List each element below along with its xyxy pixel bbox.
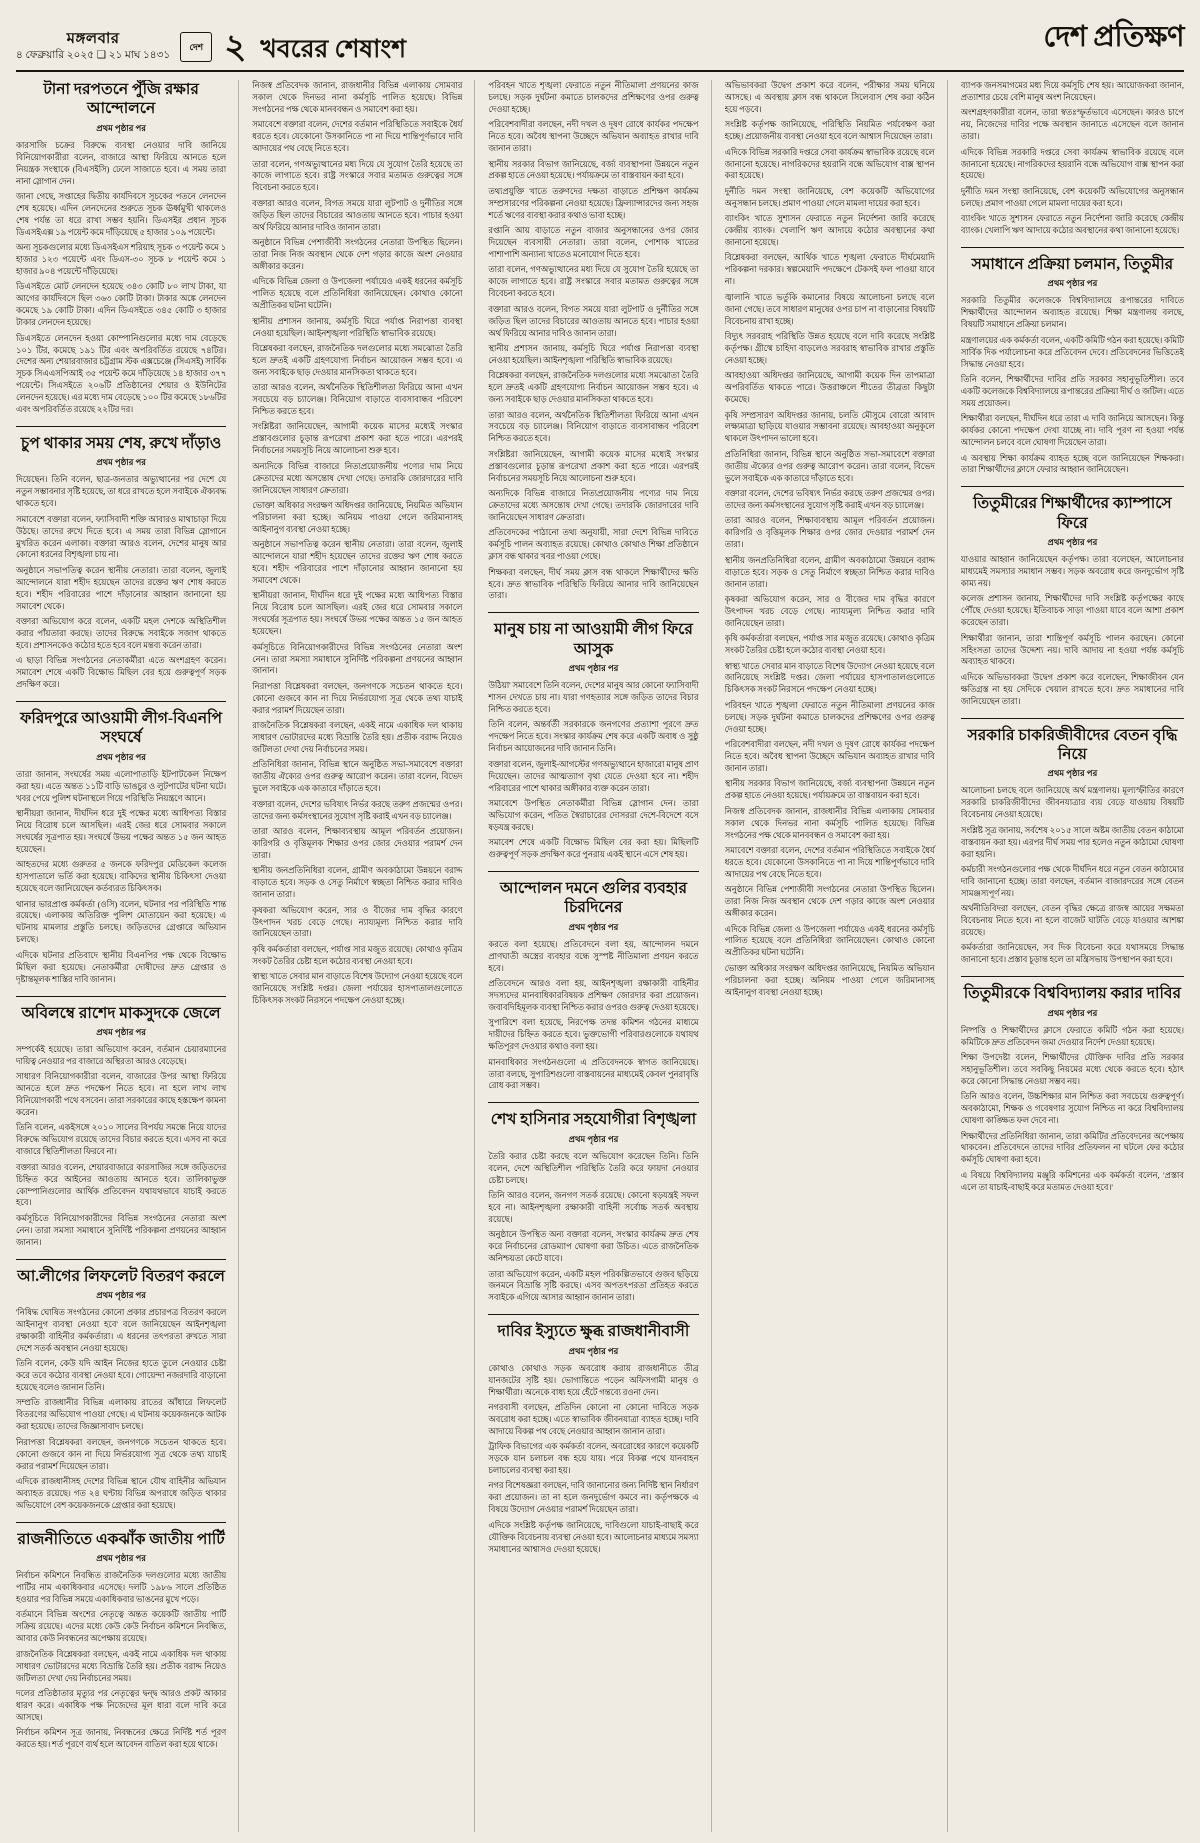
article-paragraph: উঠিয়া' সমাবেশে তিনি বলেন, দেশের মানুষ আর কোনো ফ্যাসিবাদী শাসন দেখতে চায় না। যারা গণহত্যার সঙ্গে জড়িত তাদের বিচার নিশ্চিত করতে হবে। bbox=[488, 681, 699, 714]
article-paragraph: এ ছাড়া বিভিন্ন সংগঠনের নেতাকর্মীরা এতে অংশগ্রহণ করেন। সমাবেশ শেষে একটি বিক্ষোভ মিছিল বের হয়ে গুরুত্বপূর্ণ সড়ক প্রদক্ষিণ করে। bbox=[16, 656, 227, 690]
article-paragraph: বক্তারা আরও বলেন, শেয়ারবাজারে কারসাজির সঙ্গে জড়িতদের চিহ্নিত করে আইনের আওতায় আনতে হবে। তালিকাভুক্ত কোম্পানিগুলোর আর্থিক প্রতিবেদন যথাযথভাবে যাচাই করতে হবে। bbox=[16, 1162, 227, 1208]
article-paragraph: অনুষ্ঠানে বিভিন্ন পেশাজীবী সংগঠনের নেতারা উপস্থিত ছিলেন। তারা নিজ নিজ অবস্থান থেকে দেশ গড়ার কাজে অংশ নেওয়ার অঙ্গীকার করেন। bbox=[724, 885, 935, 919]
article-paragraph: বিদ্যুৎ সরবরাহ পরিস্থিতি উন্নত হয়েছে বলে দাবি করেছে সংশ্লিষ্ট কর্তৃপক্ষ। গ্রীষ্মে চাহিদা বাড়লেও সরবরাহ স্বাভাবিক রাখার প্রস্তুতি নেওয়া হচ্ছে। bbox=[724, 332, 935, 365]
article-paragraph: তিনি বলেন, একইসঙ্গে ২০১০ সালের বিপর্যয় সমন্ধে নিয়ে যাদের বিরুদ্ধে অভিযোগ রয়েছে তাদের বিচার করতে হবে। এসব না করে বাজারে স্থিতিশীলতা ফিরবে না। bbox=[16, 1123, 227, 1157]
article-paragraph: এ অবস্থায় শিক্ষা কার্যক্রম ব্যাহত হচ্ছে বলে জানিয়েছেন শিক্ষকরা। তারা শিক্ষার্থীদের ক্লাসে ফেরার আহ্বান জানিয়েছেন। bbox=[960, 453, 1184, 475]
article-paragraph: স্বাস্থ্য খাতে সেবার মান বাড়াতে বিশেষ উদ্যোগ নেওয়া হয়েছে বলে জানিয়েছে সংশ্লিষ্ট দপ্তর। জেলা পর্যায়ের হাসপাতালগুলোতে চিকিৎসক সংকট নিরসনে পদক্ষেপ নেওয়া হচ্ছে। bbox=[724, 661, 935, 695]
masthead-day: মঙ্গলবার bbox=[66, 31, 120, 48]
article-paragraph: মানবাধিকার সংগঠনগুলো এ প্রতিবেদনকে স্বাগত জানিয়েছে। তারা বলছে, সুপারিশগুলো বাস্তবায়নের মাধ্যমেই কেবল পুনরাবৃত্তি রোধ করা সম্ভব। bbox=[488, 1057, 699, 1091]
article-paragraph: কর্মচারী সংগঠনগুলোর পক্ষ থেকে দীর্ঘদিন ধরে নতুন বেতন কাঠামোর দাবি জানানো হচ্ছে। তারা বলছেন, বর্তমান বাজারদরের সঙ্গে বেতন সামঞ্জস্যপূর্ণ নয়। bbox=[960, 864, 1184, 898]
byline: প্রথম পৃষ্ঠার পর bbox=[1047, 1007, 1098, 1018]
article-paragraph: প্রতিবেদনে আরও বলা হয়, আইনশৃঙ্খলা রক্ষাকারী বাহিনীর সদস্যদের মানবাধিকারবিষয়ক প্রশিক্ষণ জোরদার করা প্রয়োজন। জবাবদিহিমূলক ব্যবস্থা নিশ্চিত করার ওপরও গুরুত্ব দেওয়া হয়েছে। bbox=[488, 979, 699, 1012]
article-paragraph: স্থানীয় সরকার বিভাগ জানিয়েছে, বর্জ্য ব্যবস্থাপনা উন্নয়নে নতুন প্রকল্প হাতে নেওয়া হয়েছে। পর্যায়ক্রমে তা বাস্তবায়ন করা হবে। bbox=[724, 779, 935, 801]
article-paragraph: ট্রাফিক বিভাগের এক কর্মকর্তা বলেন, অবরোধের কারণে কয়েকটি সড়কে যান চলাচল বন্ধ হয়ে যায়। পরে বিকল্প পথে যানবাহন চলাচলের ব্যবস্থা করা হয়। bbox=[488, 1442, 699, 1476]
byline: প্রথম পৃষ্ঠার পর bbox=[1047, 768, 1098, 779]
article-paragraph: সরকারি তিতুমীর কলেজকে বিশ্ববিদ্যালয়ে রূপান্তরের দাবিতে শিক্ষার্থীদের আন্দোলন অব্যাহত রয়েছে। শিক্ষা মন্ত্রণালয় বলছে, বিষয়টি সমাধানে প্রক্রিয়া চলমান। bbox=[960, 296, 1184, 330]
article-paragraph: স্থানীয় জনপ্রতিনিধিরা বলেন, গ্রামীণ অবকাঠামো উন্নয়নে বরাদ্দ বাড়াতে হবে। সড়ক ও সেতু নির্মাণে স্বচ্ছতা নিশ্চিত করার দাবিও জানান তারা। bbox=[724, 555, 935, 589]
headline: সরকারি চাকরিজীবীদের বেতন বৃদ্ধি নিয়ে bbox=[961, 718, 1184, 765]
byline: প্রথম পৃষ্ঠার পর bbox=[96, 1553, 146, 1564]
headline: আন্দোলন দমনে গুলির ব্যবহার চিরদিনের bbox=[488, 871, 698, 918]
article-paragraph: অন্যদিকে বিভিন্ন বাজারে নিত্যপ্রয়োজনীয় পণ্যের দাম নিয়ে ক্রেতাদের মধ্যে অসন্তোষ দেখা গেছে। তদারকি জোরদারের দাবি জানিয়েছেন সাধারণ ক্রেতারা। bbox=[488, 489, 699, 522]
article-paragraph: নিরাপত্তা বিশ্লেষকরা বলছেন, জনগণকে সচেতন থাকতে হবে। কোনো গুজবে কান না দিয়ে নির্ভরযোগ্য সূত্র থেকে তথ্য যাচাই করার পরামর্শ দিয়েছেন তারা। bbox=[252, 681, 463, 715]
article-paragraph: এদিকে ঘটনার প্রতিবাদে স্থানীয় বিএনপির পক্ষ থেকে বিক্ষোভ মিছিল করা হয়েছে। নেতাকর্মীরা দোষীদের দ্রুত গ্রেপ্তার ও দৃষ্টান্তমূলক শাস্তির দাবি জানান। bbox=[16, 950, 227, 984]
article-paragraph: কোথাও কোথাও সড়ক অবরোধ করায় রাজধানীতে তীব্র যানজটের সৃষ্টি হয়। ভোগান্তিতে পড়েন অফিসগামী মানুষ ও শিক্ষার্থীরা। অনেকে বাধ্য হয়ে হেঁটে গন্তব্যে রওনা দেন। bbox=[488, 1363, 699, 1397]
article-paragraph: এদিকে অভিভাবকরা উদ্বেগ প্রকাশ করে বলেছেন, শিক্ষাজীবন যেন ক্ষতিগ্রস্ত না হয় সেদিকে খেয়াল রাখতে হবে। দ্রুত সমাধানের দাবি জানিয়েছেন তারা। bbox=[960, 672, 1184, 706]
article-paragraph: এদিকে সংশ্লিষ্ট কর্তৃপক্ষ জানিয়েছে, দাবিগুলো যাচাই-বাছাই করে যৌক্তিক বিবেচনায় ব্যবস্থা নেওয়া হবে। আলোচনার মাধ্যমে সমস্যা সমাধানের আশ্বাসও দেওয়া হয়েছে। bbox=[488, 1520, 699, 1554]
column-1 bbox=[16, 80, 239, 1832]
byline: প্রথম পৃষ্ঠার পর bbox=[96, 122, 146, 133]
article-paragraph: বক্তারা বলেন, দেশের ভবিষ্যৎ নির্ভর করছে তরুণ প্রজন্মের ওপর। তাদের জন্য কর্মসংস্থানের সুযোগ সৃষ্টি করাই এখন বড় চ্যালেঞ্জ। bbox=[252, 799, 463, 821]
article-paragraph: নগরবাসী বলছেন, প্রতিদিন কোনো না কোনো দাবিতে সড়ক অবরোধ করা হচ্ছে। এতে স্বাভাবিক জীবনযাত্রা ব্যাহত হচ্ছে। দাবি আদায়ে বিকল্প পথ বেছে নেওয়ার আহ্বান জানান তারা। bbox=[488, 1402, 699, 1436]
article-columns bbox=[16, 80, 1184, 1832]
article-paragraph: শিক্ষার্থীদের প্রতিনিধিরা জানান, তারা কমিটির প্রতিবেদনের অপেক্ষায় থাকবেন। প্রতিবেদনে তাদের দাবির প্রতিফলন না ঘটলে ফের কঠোর কর্মসূচি ঘোষণা করা হবে। bbox=[960, 1131, 1184, 1165]
article-paragraph: সমাবেশ শেষে একটি বিক্ষোভ মিছিল বের করা হয়। মিছিলটি গুরুত্বপূর্ণ সড়ক প্রদক্ষিণ করে পুনরায় একই স্থানে এসে শেষ হয়। bbox=[488, 838, 699, 860]
article-paragraph: বর্তমানে বিভিন্ন অংশের নেতৃত্বে অন্তত কয়েকটি জাতীয় পার্টি সক্রিয় রয়েছে। এদের মধ্যে কেউ কেউ নির্বাচন কমিশনে নিবন্ধিত, আবার কেউ নিবন্ধনের অপেক্ষায় রয়েছে। bbox=[16, 1610, 227, 1644]
article-paragraph: জ্বালানি খাতে ভর্তুকি কমানোর বিষয়ে আলোচনা চলছে বলে জানা গেছে। তবে সাধারণ মানুষের ওপর চাপ না বাড়ানোর বিষয়টি বিবেচনায় রাখা হচ্ছে। bbox=[724, 292, 935, 326]
article-paragraph: তথ্যপ্রযুক্তি খাতে তরুণদের দক্ষতা বাড়াতে প্রশিক্ষণ কার্যক্রম সম্প্রসারণের পরিকল্পনা নেওয়া হয়েছে। ফ্রিল্যান্সারদের জন্য সহজ শর্তে ঋণের ব্যবস্থা করার কথাও ভাবা হচ্ছে। bbox=[488, 186, 699, 220]
article-paragraph: তারা বলেন, গণঅভ্যুত্থানের মধ্য দিয়ে যে সুযোগ তৈরি হয়েছে তা কাজে লাগাতে হবে। রাষ্ট্র সংস্কারে সবার মতামত গুরুত্বের সঙ্গে বিবেচনা করতে হবে। bbox=[252, 159, 463, 193]
headline: দাবির ইস্যুতে ক্ষুব্ধ রাজধানীবাসী bbox=[488, 1314, 698, 1341]
headline: শেখ হাসিনার সহযোগীরা বিশৃঙ্খলা bbox=[488, 1102, 698, 1129]
headline: মানুষ চায় না আওয়ামী লীগ ফিরে আসুক bbox=[488, 612, 698, 659]
article-paragraph: 'নিষিদ্ধ ঘোষিত সংগঠনের কোনো প্রকার প্রচারপত্র বিতরণ করলে আইনানুগ ব্যবস্থা নেওয়া হবে' বলে জানিয়েছেন আইনশৃঙ্খলা রক্ষাকারী বাহিনীর কর্মকর্তারা। এ ধরনের তৎপরতা রুখতে সারা দেশে সতর্ক অবস্থান নেওয়া হয়েছে। bbox=[16, 1308, 227, 1353]
article-paragraph: বিশ্লেষকরা বলছেন, রাজনৈতিক দলগুলোর মধ্যে সমঝোতা তৈরি হলে দ্রুতই একটি গ্রহণযোগ্য নির্বাচন আয়োজন সম্ভব হবে। এ জন্য সবাইকে ছাড় দেওয়ার মানসিকতা থাকতে হবে। bbox=[252, 343, 463, 377]
masthead-logo-badge: দেশ bbox=[180, 32, 212, 62]
article-paragraph: সমাবেশে বক্তারা বলেন, দেশের বর্তমান পরিস্থিতিতে সবাইকে ধৈর্য ধরতে হবে। যেকোনো উসকানিতে পা না দিয়ে শান্তিপূর্ণভাবে দাবি আদায়ের পথ বেছে নিতে হবে। bbox=[724, 845, 935, 879]
article-paragraph: আলোচনা চলছে বলে জানিয়েছে অর্থ মন্ত্রণালয়। মূল্যস্ফীতির কারণে সরকারি চাকরিজীবীদের জীবনযাত্রার ব্যয় বেড়ে যাওয়ায় বিষয়টি বিবেচনায় নেওয়া হয়েছে। bbox=[960, 786, 1184, 820]
article-paragraph: ডিএসইতে মোট লেনদেন হয়েছে ৩৪৩ কোটি ৮০ লাখ টাকা, যা আগের কার্যদিবসে ছিল ৩৬৩ কোটি টাকা। টাকার অঙ্কে লেনদেন কমেছে ১৯ কোটি টাকা। এদিন ডিএসইতে ৩৪৫ কোটি ৩ হাজার টাকার লেনদেন হয়েছে। bbox=[16, 282, 227, 328]
article-paragraph: কারসাজি চক্রের বিরুদ্ধে ব্যবস্থা নেওয়ার দাবি জানিয়ে বিনিয়োগকারীরা বলেন, বাজারে আস্থা ফিরিয়ে আনতে হলে নিয়ন্ত্রক সংস্থাকে (বিএসইসি) ঢেলে সাজাতে হবে। এ সময় তারা নানা স্লোগান দেন। bbox=[16, 140, 227, 186]
article-paragraph: স্থানীয় জনপ্রতিনিধিরা বলেন, গ্রামীণ অবকাঠামো উন্নয়নে বরাদ্দ বাড়াতে হবে। সড়ক ও সেতু নির্মাণে স্বচ্ছতা নিশ্চিত করার দাবিও জানান তারা। bbox=[252, 866, 463, 900]
column-4 bbox=[725, 80, 948, 1832]
article-paragraph: কর্মকর্তারা জানিয়েছেন, সব দিক বিবেচনা করে যথাসময়ে সিদ্ধান্ত জানানো হবে। প্রস্তাব চূড়ান্ত হলে তা মন্ত্রিসভায় উপস্থাপন করা হবে। bbox=[960, 943, 1184, 965]
byline: প্রথম পৃষ্ঠার পর bbox=[568, 663, 619, 674]
article-paragraph: প্রতিনিধিরা জানান, বিভিন্ন স্থানে অনুষ্ঠিত সভা-সমাবেশে বক্তারা জাতীয় ঐক্যের ওপর গুরুত্ব আরোপ করেন। তারা বলেন, বিভেদ ভুলে সবাইকে এক কাতারে দাঁড়াতে হবে। bbox=[724, 449, 935, 483]
article-paragraph: এদিকে রাজধানীসহ দেশের বিভিন্ন স্থানে যৌথ বাহিনীর অভিযান অব্যাহত রয়েছে। গত ২৪ ঘণ্টায় বিভিন্ন অপরাধে জড়িত থাকার অভিযোগে বেশ কয়েকজনকে গ্রেপ্তার করা হয়েছে। bbox=[16, 1476, 227, 1510]
article-paragraph: সমাবেশে উপস্থিত নেতাকর্মীরা বিভিন্ন স্লোগান দেন। তারা অভিযোগ করেন, পতিত স্বৈরাচারের দোসররা দেশে-বিদেশে বসে ষড়যন্ত্র করছে। bbox=[488, 798, 699, 832]
article-paragraph: পরিবেশবাদীরা বলছেন, নদী দখল ও দূষণ রোধে কার্যকর পদক্ষেপ নিতে হবে। অবৈধ স্থাপনা উচ্ছেদে অভিযান অব্যাহত রাখার দাবি জানান তারা। bbox=[488, 120, 699, 154]
headline: চুপ থাকার সময় শেষ, রুখে দাঁড়াও bbox=[16, 426, 226, 453]
article-paragraph: তারা আরও বলেন, অর্থনৈতিক স্থিতিশীলতা ফিরিয়ে আনা এখন সবচেয়ে বড় চ্যালেঞ্জ। বিনিয়োগ বাড়াতে ব্যবসাবান্ধব পরিবেশ নিশ্চিত করতে হবে। bbox=[252, 383, 463, 417]
article-paragraph: এ বিষয়ে বিশ্ববিদ্যালয় মঞ্জুরি কমিশনের এক কর্মকর্তা বলেন, 'প্রস্তাব এলে তা যাচাই-বাছাই করে মতামত দেওয়া হবে।' bbox=[960, 1170, 1184, 1192]
article-paragraph: প্রতিবেদকের পাঠানো তথ্য অনুযায়ী, সারা দেশে বিভিন্ন দাবিতে কর্মসূচি পালন অব্যাহত রয়েছে। কোথাও কোথাও শিক্ষা প্রতিষ্ঠানে ক্লাস বন্ধ থাকার খবর পাওয়া গেছে। bbox=[488, 528, 699, 562]
masthead-date: ৪ ফেব্রুয়ারি ২০২৫ ❑ ২১ মাঘ ১৪৩১ bbox=[16, 49, 171, 61]
headline: তিতুমীরকে বিশ্ববিদ্যালয় করার দাবির bbox=[961, 976, 1184, 1003]
article-paragraph: তারা বলেন, গণঅভ্যুত্থানের মধ্য দিয়ে যে সুযোগ তৈরি হয়েছে তা কাজে লাগাতে হবে। রাষ্ট্র সংস্কারে সবার মতামত গুরুত্বের সঙ্গে বিবেচনা করতে হবে। bbox=[488, 265, 699, 299]
headline: ফরিদপুরে আওয়ামী লীগ-বিএনপি সংঘর্ষে bbox=[16, 701, 226, 748]
masthead-left bbox=[16, 29, 406, 67]
article-paragraph: দুর্নীতি দমন সংস্থা জানিয়েছে, বেশ কয়েকটি অভিযোগের অনুসন্ধান চলছে। প্রমাণ পাওয়া গেলে মামলা দায়ের করা হবে। bbox=[960, 186, 1184, 208]
article-paragraph: স্থানীয় সরকার বিভাগ জানিয়েছে, বর্জ্য ব্যবস্থাপনা উন্নয়নে নতুন প্রকল্প হাতে নেওয়া হয়েছে। পর্যায়ক্রমে তা বাস্তবায়ন করা হবে। bbox=[488, 159, 699, 181]
byline: প্রথম পৃষ্ঠার পর bbox=[96, 1026, 146, 1037]
article-paragraph: নির্বাচন কমিশন সূত্র জানায়, নিবন্ধনের ক্ষেত্রে নির্দিষ্ট শর্ত পূরণ করতে হয়। শর্ত পূরণে ব্যর্থ হলে আবেদন বাতিল করা হয়ে থাকে। bbox=[16, 1728, 227, 1750]
column-2 bbox=[252, 80, 475, 1832]
headline: আ.লীগের লিফলেট বিতরণ করলে bbox=[16, 1259, 226, 1286]
article-paragraph: অন্যদিকে বিভিন্ন বাজারে নিত্যপ্রয়োজনীয় পণ্যের দাম নিয়ে ক্রেতাদের মধ্যে অসন্তোষ দেখা গেছে। তদারকি জোরদারের দাবি জানিয়েছেন সাধারণ ক্রেতারা। bbox=[252, 461, 463, 495]
article-paragraph: এদিকে বিভিন্ন সরকারি দপ্তরে সেবা কার্যক্রম স্বাভাবিক রয়েছে বলে জানানো হয়েছে। নাগরিকদের হয়রানি বন্ধে অভিযোগ বাক্স স্থাপন করা হয়েছে। bbox=[960, 147, 1184, 181]
article-paragraph: নিজস্ব প্রতিবেদক জানান, রাজধানীর বিভিন্ন এলাকায় সোমবার সকাল থেকে দিনভর নানা কর্মসূচি পালিত হয়েছে। বিভিন্ন সংগঠনের পক্ষ থেকে মানববন্ধন ও সমাবেশ করা হয়। bbox=[724, 806, 935, 840]
section-title: খবরের শেষাংশ bbox=[260, 36, 406, 63]
masthead bbox=[16, 14, 1184, 72]
article-paragraph: সমাবেশে বক্তারা বলেন, দেশের বর্তমান পরিস্থিতিতে সবাইকে ধৈর্য ধরতে হবে। যেকোনো উসকানিতে পা না দিয়ে শান্তিপূর্ণভাবে দাবি আদায়ের পথ বেছে নিতে হবে। bbox=[252, 120, 463, 154]
article-paragraph: দুর্নীতি দমন সংস্থা জানিয়েছে, বেশ কয়েকটি অভিযোগের অনুসন্ধান চলছে। প্রমাণ পাওয়া গেলে মামলা দায়ের করা হবে। bbox=[724, 186, 935, 208]
article-paragraph: কৃষি সম্প্রসারণ অধিদপ্তর জানায়, চলতি মৌসুমে বোরো আবাদ লক্ষ্যমাত্রা ছাড়িয়ে যাওয়ার সম্ভাবনা রয়েছে। আবহাওয়া অনুকূলে থাকলে উৎপাদন ভালো হবে। bbox=[724, 410, 935, 444]
article-paragraph: অনুষ্ঠানে সভাপতিত্ব করেন স্থানীয় নেতারা। তারা বলেন, জুলাই আন্দোলনে যারা শহীদ হয়েছেন তাদের রক্তের ঋণ শোধ করতে হবে। শহীদ পরিবারের পাশে দাঁড়ানোর আহ্বান জানানো হয় সমাবেশ থেকে। bbox=[16, 565, 227, 611]
article-paragraph: শিক্ষার্থীরা জানান, তারা শান্তিপূর্ণ কর্মসূচি পালন করছেন। কোনো সহিংসতা তাদের উদ্দেশ্য নয়। দাবি আদায় না হওয়া পর্যন্ত কর্মসূচি অব্যাহত থাকবে। bbox=[960, 633, 1184, 667]
article-paragraph: নিজস্ব প্রতিবেদক জানান, রাজধানীর বিভিন্ন এলাকায় সোমবার সকাল থেকে দিনভর নানা কর্মসূচি পালিত হয়েছে। বিভিন্ন সংগঠনের পক্ষ থেকে মানববন্ধন ও সমাবেশ করা হয়। bbox=[252, 81, 463, 114]
article-paragraph: সাধারণ বিনিয়োগকারীরা বলেন, বাজারের উপর আস্থা ফিরিয়ে আনতে হলে দ্রুত পদক্ষেপ নিতে হবে। না হলে লাখ লাখ বিনিয়োগকারী পথে বসবেন। তারা সরকারের কাছে হস্তক্ষেপ কামনা করেন। bbox=[16, 1072, 227, 1117]
article-paragraph: নিষ্পত্তি ও শিক্ষার্থীদের ক্লাসে ফেরাতে কমিটি গঠন করা হয়েছে। কমিটিকে দ্রুত প্রতিবেদন জমা দেওয়ার নির্দেশ দেওয়া হয়েছে। bbox=[960, 1025, 1184, 1047]
article-paragraph: সংশ্লিষ্ট কর্তৃপক্ষ জানিয়েছে, পরিস্থিতি নিয়মিত পর্যবেক্ষণ করা হচ্ছে। প্রয়োজনীয় ব্যবস্থা নেওয়া হবে বলে আশ্বাস দিয়েছেন তারা। bbox=[724, 120, 935, 142]
article-paragraph: রপ্তানি আয় বাড়াতে নতুন বাজার অনুসন্ধানের ওপর জোর দিয়েছেন ব্যবসায়ী নেতারা। তারা বলেন, পোশাক খাতের পাশাপাশি অন্যান্য খাতেও মনোযোগ দিতে হবে। bbox=[488, 226, 699, 259]
article-paragraph: সংশ্লিষ্টরা জানিয়েছেন, আগামী কয়েক মাসের মধ্যেই সংস্কার প্রস্তাবগুলোর চূড়ান্ত রূপরেখা প্রকাশ করা হতে পারে। এরপরই নির্বাচনের সময়সূচি নিয়ে আলোচনা শুরু হবে। bbox=[252, 422, 463, 456]
article-paragraph: শিক্ষকরা বলছেন, দীর্ঘ সময় ক্লাস বন্ধ থাকলে শিক্ষার্থীদের ক্ষতি হবে। দ্রুত স্বাভাবিক পরিস্থিতি ফিরিয়ে আনার দাবি জানিয়েছেন তারা। bbox=[488, 567, 699, 601]
article-paragraph: স্থানীয়রা জানান, দীর্ঘদিন ধরে দুই পক্ষের মধ্যে আধিপত্য বিস্তার নিয়ে বিরোধ চলে আসছিল। এরই জের ধরে সোমবার সকালে সংঘর্ষের সূত্রপাত হয়। সংঘর্ষে উভয় পক্ষের অন্তত ১৫ জন আহত হয়েছেন। bbox=[16, 809, 227, 854]
article-paragraph: নির্বাচন কমিশনে নিবন্ধিত রাজনৈতিক দলগুলোর মধ্যে জাতীয় পার্টির নাম একাধিকবার এসেছে। দলটি ১৯৮৬ সালে প্রতিষ্ঠিত হওয়ার পর বিভিন্ন সময়ে একাধিকবার ভাঙনের মুখে পড়ে। bbox=[16, 1571, 227, 1604]
byline: প্রথম পৃষ্ঠার পর bbox=[96, 457, 146, 468]
article-paragraph: অনুষ্ঠানে উপস্থিত অন্য বক্তারা বলেন, সংস্কার কার্যক্রম দ্রুত শেষ করে নির্বাচনের রোডম্যাপ ঘোষণা করা উচিত। এতে রাজনৈতিক অনিশ্চয়তা কেটে যাবে। bbox=[488, 1230, 699, 1264]
article-paragraph: কৃষকরা অভিযোগ করেন, সার ও বীজের দাম বৃদ্ধির কারণে উৎপাদন খরচ বেড়ে গেছে। ন্যায্যমূল্য নিশ্চিত করার দাবি জানিয়েছেন তারা। bbox=[252, 905, 463, 939]
article-paragraph: প্রতিনিধিরা জানান, বিভিন্ন স্থানে অনুষ্ঠিত সভা-সমাবেশে বক্তারা জাতীয় ঐক্যের ওপর গুরুত্ব আরোপ করেন। তারা বলেন, বিভেদ ভুলে সবাইকে এক কাতারে দাঁড়াতে হবে। bbox=[252, 760, 463, 794]
headline: সমাধানে প্রক্রিয়া চলমান, তিতুমীর bbox=[961, 247, 1184, 274]
article-paragraph: মন্ত্রণালয়ের এক কর্মকর্তা বলেন, একটি কমিটি গঠন করা হয়েছে। কমিটি সার্বিক দিক পর্যালোচনা করে প্রতিবেদন দেবে। প্রতিবেদনের ভিত্তিতেই সিদ্ধান্ত নেওয়া হবে। bbox=[960, 335, 1184, 369]
column-3 bbox=[488, 80, 711, 1832]
article-paragraph: সংশ্লিষ্ট সূত্র জানায়, সর্বশেষ ২০১৫ সালে অষ্টম জাতীয় বেতন কাঠামো বাস্তবায়ন করা হয়। এরপর দীর্ঘ সময় পার হলেও নতুন কাঠামো ঘোষণা করা হয়নি। bbox=[960, 825, 1184, 859]
article-paragraph: তারা আরও বলেন, শিক্ষাব্যবস্থায় আমূল পরিবর্তন প্রয়োজন। কারিগরি ও বৃত্তিমূলক শিক্ষার ওপর জোর দেওয়ার পরামর্শ দেন তারা। bbox=[252, 827, 463, 860]
article-paragraph: তৈরি করার চেষ্টা করছে বলে অভিযোগ করেছেন তিনি। তিনি বলেন, দেশে অস্থিতিশীল পরিস্থিতি তৈরি করে ফায়দা নেওয়ার চেষ্টা চলছে। bbox=[488, 1151, 699, 1185]
article-paragraph: পরিবহন খাতে শৃঙ্খলা ফেরাতে নতুন নীতিমালা প্রণয়নের কাজ চলছে। সড়ক দুর্ঘটনা কমাতে চালকদের প্রশিক্ষণের ওপর গুরুত্ব দেওয়া হচ্ছে। bbox=[488, 81, 699, 114]
article-paragraph: যাওয়ার আহ্বান জানিয়েছেন কর্তৃপক্ষ। তারা বলেছেন, আলোচনার মাধ্যমেই সমস্যার সমাধান সম্ভব। সড়ক অবরোধ করে জনদুর্ভোগ সৃষ্টি কাম্য নয়। bbox=[960, 555, 1184, 588]
article-paragraph: তারা জানান, সংঘর্ষের সময় এলোপাতাড়ি ইটপাটকেল নিক্ষেপ করা হয়। এতে অন্তত ১১টি বাড়ি ভাঙচুর ও লুটপাটের ঘটনা ঘটে। খবর পেয়ে পুলিশ ঘটনাস্থলে গিয়ে পরিস্থিতি নিয়ন্ত্রণে আনে। bbox=[16, 769, 227, 803]
article-paragraph: সুপারিশে বলা হয়েছে, নিরপেক্ষ তদন্ত কমিশন গঠনের মাধ্যমে দায়ীদের চিহ্নিত করতে হবে। ভুক্তভোগী পরিবারগুলোকে যথাযথ ক্ষতিপূরণ দেওয়ার কথাও বলা হয়। bbox=[488, 1018, 699, 1052]
headline: টানা দরপতনে পুঁজি রক্ষার আন্দোলনে bbox=[43, 81, 199, 118]
article-paragraph: সংশ্লিষ্টরা জানিয়েছেন, আগামী কয়েক মাসের মধ্যেই সংস্কার প্রস্তাবগুলোর চূড়ান্ত রূপরেখা প্রকাশ করা হতে পারে। এরপরই নির্বাচনের সময়সূচি নিয়ে আলোচনা শুরু হবে। bbox=[488, 449, 699, 483]
article-paragraph: রাজনৈতিক বিশ্লেষকরা বলছেন, একই নামে একাধিক দল থাকায় সাধারণ ভোটারদের মধ্যে বিভ্রান্তি তৈরি হয়। প্রতীক বরাদ্দ নিয়েও জটিলতা দেখা দেয় নির্বাচনের সময়। bbox=[252, 721, 463, 755]
article-paragraph: ব্যাংকিং খাতে সুশাসন ফেরাতে নতুন নির্দেশনা জারি করেছে কেন্দ্রীয় ব্যাংক। খেলাপি ঋণ আদায়ে কঠোর অবস্থানের কথা জানানো হয়েছে। bbox=[960, 214, 1184, 236]
page-number: ২ bbox=[224, 29, 247, 67]
article-paragraph: তিনি বলেন, অন্তর্বর্তী সরকারকে জনগণের প্রত্যাশা পূরণে দ্রুত পদক্ষেপ নিতে হবে। সংস্কার কার্যক্রম শেষ করে একটি অবাধ ও সুষ্ঠু নির্বাচন আয়োজনের দাবি জানান তিনি। bbox=[488, 720, 699, 754]
article-paragraph: ডিএসইতে লেনদেন হওয়া কোম্পানিগুলোর মধ্যে দাম বেড়েছে ১০১ টির, কমেছে ১৯১ টির এবং অপরিবর্তিত রয়েছে ৭৪টির। দেশের অন্য শেয়ারবাজার চট্টগ্রাম স্টক এক্সচেঞ্জে (সিএসই) সার্বিক সূচক সিএএসপিআই ৩৫ পয়েন্ট কমে দাঁড়িয়েছে ১৪ হাজার ৩৭৭ পয়েন্টে। সিএসইতে ২০৬টি প্রতিষ্ঠানের শেয়ার ও ইউনিটের লেনদেন হয়েছে। এর মধ্যে দাম বেড়েছে ১০০ টির কমেছে ১৮৬টির এবং অপরিবর্তিত রয়েছে ২২টির দর। bbox=[16, 333, 227, 415]
article-paragraph: অনুষ্ঠানে বিভিন্ন পেশাজীবী সংগঠনের নেতারা উপস্থিত ছিলেন। তারা নিজ নিজ অবস্থান থেকে দেশ গড়ার কাজে অংশ নেওয়ার অঙ্গীকার করেন। bbox=[252, 238, 463, 271]
headline: রাজনীতিতে একঝাঁক জাতীয় পার্টি bbox=[16, 1522, 226, 1549]
article-paragraph: বক্তারা আরও বলেন, বিগত সময়ে যারা লুটপাট ও দুর্নীতির সঙ্গে জড়িত ছিল তাদের বিচারের আওতায় আনতে হবে। পাচার হওয়া অর্থ ফিরিয়ে আনার দাবিও জানান তারা। bbox=[252, 198, 463, 232]
article-paragraph: এদিকে বিভিন্ন জেলা ও উপজেলা পর্যায়েও একই ধরনের কর্মসূচি পালিত হয়েছে বলে প্রতিনিধিরা জানিয়েছেন। কোথাও কোনো অপ্রীতিকর ঘটনা ঘটেনি। bbox=[252, 277, 463, 311]
byline: প্রথম পৃষ্ঠার পর bbox=[1047, 278, 1098, 289]
article-paragraph: বিশ্লেষকরা বলছেন, আর্থিক খাতে শৃঙ্খলা ফেরাতে দীর্ঘমেয়াদি পরিকল্পনা দরকার। স্বল্পমেয়াদি পদক্ষেপে টেকসই ফল পাওয়া যাবে না। bbox=[724, 253, 935, 287]
article-paragraph: তারা অভিযোগ করেন, একটি মহল পরিকল্পিতভাবে গুজব ছড়িয়ে জনমনে বিভ্রান্তি সৃষ্টি করছে। এসব অপতৎপরতা প্রতিহত করতে সবাইকে এগিয়ে আসার আহ্বান জানান তারা। bbox=[488, 1269, 699, 1303]
article-paragraph: তিনি বলেন, শিক্ষার্থীদের দাবির প্রতি সরকার সহানুভূতিশীল। তবে একটি কলেজকে বিশ্ববিদ্যালয়ে রূপান্তরের প্রক্রিয়া দীর্ঘ ও জটিল। এতে সময় প্রয়োজন। bbox=[960, 374, 1184, 408]
article-paragraph: তিনি আরও বলেন, জনগণ সতর্ক রয়েছে। কোনো ষড়যন্ত্রই সফল হবে না। আইনশৃঙ্খলা রক্ষাকারী বাহিনী সর্বোচ্চ সতর্ক অবস্থায় রয়েছে। bbox=[488, 1190, 699, 1224]
article-paragraph: রাজনৈতিক বিশ্লেষকরা বলছেন, একই নামে একাধিক দল থাকায় সাধারণ ভোটারদের মধ্যে বিভ্রান্তি তৈরি হয়। প্রতীক বরাদ্দ নিয়েও জটিলতা দেখা দেয় নির্বাচনের সময়। bbox=[16, 1649, 227, 1683]
article-paragraph: অংশগ্রহণকারীরা বলেন, তারা স্বতঃস্ফূর্তভাবে এসেছেন। কারও চাপে নয়, নিজেদের দাবির পক্ষে অবস্থান জানাতে এসেছেন বলে জানান তারা। bbox=[960, 108, 1184, 142]
brand-logo: দেশ প্রতিক্ষণ bbox=[1043, 21, 1184, 53]
byline: প্রথম পৃষ্ঠার পর bbox=[96, 1290, 146, 1300]
article-paragraph: এদিকে বিভিন্ন সরকারি দপ্তরে সেবা কার্যক্রম স্বাভাবিক রয়েছে বলে জানানো হয়েছে। নাগরিকদের হয়রানি বন্ধে অভিযোগ বাক্স স্থাপন করা হয়েছে। bbox=[724, 147, 935, 181]
article-paragraph: অনুষ্ঠানে সভাপতিত্ব করেন স্থানীয় নেতারা। তারা বলেন, জুলাই আন্দোলনে যারা শহীদ হয়েছেন তাদের রক্তের ঋণ শোধ করতে হবে। শহীদ পরিবারের পাশে দাঁড়ানোর আহ্বান জানানো হয় সমাবেশ থেকে। bbox=[252, 540, 463, 586]
article-paragraph: ব্যাংকিং খাতে সুশাসন ফেরাতে নতুন নির্দেশনা জারি করেছে কেন্দ্রীয় ব্যাংক। খেলাপি ঋণ আদায়ে কঠোর অবস্থানের কথা জানানো হয়েছে। bbox=[724, 214, 935, 248]
article-paragraph: থানার ভারপ্রাপ্ত কর্মকর্তা (ওসি) বলেন, ঘটনার পর পরিস্থিতি শান্ত রয়েছে। এলাকায় অতিরিক্ত পুলিশ মোতায়েন করা হয়েছে। এ ঘটনায় মামলার প্রস্তুতি চলছে। জড়িতদের গ্রেপ্তারে অভিযান চলছে। bbox=[16, 899, 227, 945]
headline: তিতুমীরের শিক্ষার্থীদের ক্যাম্পাসে ফিরে bbox=[961, 486, 1184, 533]
article-paragraph: কৃষি কর্মকর্তারা বলছেন, পর্যাপ্ত সার মজুত রয়েছে। কোথাও কৃত্রিম সংকট তৈরির চেষ্টা হলে কঠোর ব্যবস্থা নেওয়া হবে। bbox=[252, 944, 463, 966]
article-paragraph: স্বাস্থ্য খাতে সেবার মান বাড়াতে বিশেষ উদ্যোগ নেওয়া হয়েছে বলে জানিয়েছে সংশ্লিষ্ট দপ্তর। জেলা পর্যায়ের হাসপাতালগুলোতে চিকিৎসক সংকট নিরসনে পদক্ষেপ নেওয়া হচ্ছে। bbox=[252, 972, 463, 1006]
article-paragraph: তিনি আরও বলেন, উচ্চশিক্ষার মান নিশ্চিত করা সবচেয়ে গুরুত্বপূর্ণ। অবকাঠামো, শিক্ষক ও গবেষণার সুযোগ নিশ্চিত না করে বিশ্ববিদ্যালয় ঘোষণা কাঙ্ক্ষিত ফল দেবে না। bbox=[960, 1092, 1184, 1126]
article-paragraph: কর্মসূচিতে বিনিয়োগকারীদের বিভিন্ন সংগঠনের নেতারা অংশ নেন। তারা সমস্যা সমাধানে সুনির্দিষ্ট পরিকল্পনা প্রণয়নের আহ্বান জানান। bbox=[16, 1213, 227, 1247]
article-paragraph: কৃষকরা অভিযোগ করেন, সার ও বীজের দাম বৃদ্ধির কারণে উৎপাদন খরচ বেড়ে গেছে। ন্যায্যমূল্য নিশ্চিত করার দাবি জানিয়েছেন তারা। bbox=[724, 594, 935, 628]
byline: প্রথম পৃষ্ঠার পর bbox=[96, 751, 146, 762]
article-paragraph: শিক্ষা উপদেষ্টা বলেন, শিক্ষার্থীদের যৌক্তিক দাবির প্রতি সরকার সহানুভূতিশীল। তবে সবকিছু নিয়মের মধ্যে থেকে করতে হবে। হঠাৎ করে কোনো সিদ্ধান্ত নেওয়া সম্ভব নয়। bbox=[960, 1053, 1184, 1086]
article-paragraph: বক্তারা অভিযোগ করে বলেন, একটি মহল দেশকে অস্থিতিশীল করার পাঁয়তারা করছে। তাদের বিরুদ্ধে সবাইকে সজাগ থাকতে হবে। প্রশাসনকেও কঠোর হতে হবে বলে মন্তব্য করেন তারা। bbox=[16, 617, 227, 650]
article-paragraph: দিয়েছেন। তিনি বলেন, ছাত্র-জনতার অভ্যুত্থানের পর দেশে যে নতুন সম্ভাবনার সৃষ্টি হয়েছে, তা ধরে রাখতে হলে সবাইকে ঐক্যবদ্ধ থাকতে হবে। bbox=[16, 475, 227, 509]
article-paragraph: তিনি বলেন, কেউ যদি আইন নিজের হাতে তুলে নেওয়ার চেষ্টা করে তবে কঠোর ব্যবস্থা নেওয়া হবে। গোয়েন্দা নজরদারি বাড়ানো হয়েছে বলেও জানান তিনি। bbox=[16, 1359, 227, 1393]
article-paragraph: স্থানীয়রা জানান, দীর্ঘদিন ধরে দুই পক্ষের মধ্যে আধিপত্য বিস্তার নিয়ে বিরোধ চলে আসছিল। এরই জের ধরে সোমবার সকালে সংঘর্ষের সূত্রপাত হয়। সংঘর্ষে উভয় পক্ষের অন্তত ১৫ জন আহত হয়েছেন। bbox=[252, 591, 463, 637]
article-paragraph: কলেজ প্রশাসন জানায়, শিক্ষার্থীদের দাবি সংশ্লিষ্ট কর্তৃপক্ষের কাছে পৌঁছে দেওয়া হয়েছে। ইতিবাচক সাড়া পাওয়া যাবে বলে আশা প্রকাশ করেছেন তারা। bbox=[960, 594, 1184, 628]
article-paragraph: বক্তারা বলেন, জুলাই-আগস্টের গণঅভ্যুত্থানে হাজারো মানুষ প্রাণ দিয়েছেন। তাদের আত্মত্যাগ বৃথা যেতে দেওয়া হবে না। শহীদ পরিবারের পাশে থাকার অঙ্গীকার ব্যক্ত করেন তারা। bbox=[488, 759, 699, 793]
article-paragraph: অভিভাবকরা উদ্বেগ প্রকাশ করে বলেন, পরীক্ষার সময় ঘনিয়ে আসছে। এ অবস্থায় ক্লাস বন্ধ থাকলে সিলেবাস শেষ করা কঠিন হয়ে পড়বে। bbox=[724, 81, 935, 114]
column-5 bbox=[961, 80, 1184, 1832]
article-paragraph: কৃষি কর্মকর্তারা বলছেন, পর্যাপ্ত সার মজুত রয়েছে। কোথাও কৃত্রিম সংকট তৈরির চেষ্টা হলে কঠোর ব্যবস্থা নেওয়া হবে। bbox=[724, 634, 935, 656]
byline: প্রথম পৃষ্ঠার পর bbox=[1047, 537, 1098, 548]
article-paragraph: করতে বলা হয়েছে। প্রতিবেদনে বলা হয়, আন্দোলন দমনে প্রাণঘাতী অস্ত্রের ব্যবহার বন্ধে সুস্পষ্ট নীতিমালা প্রণয়ন করতে হবে। bbox=[488, 939, 699, 973]
article-paragraph: সম্পর্কেই হয়েছে। তারা অভিযোগ করেন, বর্তমান চেয়ারম্যানের দায়িত্ব নেওয়ার পর বাজারে অস্থিরতা আরও বেড়েছে। bbox=[16, 1044, 227, 1066]
article-paragraph: অন্য সূচকগুলোর মধ্যে ডিএসইএস শরিয়াহ সূচক ৩ পয়েন্ট কমে ১ হাজার ১২৩ পয়েন্টে এবং ডিএস-৩০ সূচক ৮ পয়েন্ট কমে ১ হাজার ৯০৪ পয়েন্টে দাঁড়িয়েছে। bbox=[16, 243, 227, 276]
article-paragraph: স্থানীয় প্রশাসন জানায়, কর্মসূচি ঘিরে পর্যাপ্ত নিরাপত্তা ব্যবস্থা নেওয়া হয়েছিল। আইনশৃঙ্খলা পরিস্থিতি স্বাভাবিক রয়েছে। bbox=[252, 316, 463, 338]
article-paragraph: দলের প্রতিষ্ঠাতার মৃত্যুর পর নেতৃত্বের দ্বন্দ্ব আরও প্রকট আকার ধারণ করে। একাধিক পক্ষ নিজেদের মূল ধারা বলে দাবি করে আসছে। bbox=[16, 1688, 227, 1722]
article-paragraph: ভোক্তা অধিকার সংরক্ষণ অধিদপ্তর জানিয়েছে, নিয়মিত অভিযান পরিচালনা করা হচ্ছে। অনিয়ম পাওয়া গেলে জরিমানাসহ আইনানুগ ব্যবস্থা নেওয়া হচ্ছে। bbox=[252, 501, 463, 534]
article-paragraph: বক্তারা আরও বলেন, বিগত সময়ে যারা লুটপাট ও দুর্নীতির সঙ্গে জড়িত ছিল তাদের বিচারের আওতায় আনতে হবে। পাচার হওয়া অর্থ ফিরিয়ে আনার দাবিও জানান তারা। bbox=[488, 304, 699, 338]
article-paragraph: নগর বিশেষজ্ঞরা বলছেন, দাবি জানানোর জন্য নির্দিষ্ট স্থান নির্ধারণ করা প্রয়োজন। তা না হলে জনদুর্ভোগ কমবে না। কর্তৃপক্ষকে এ বিষয়ে উদ্যোগ নেওয়ার পরামর্শ দিয়েছেন তারা। bbox=[488, 1481, 699, 1515]
article-paragraph: বক্তারা বলেন, দেশের ভবিষ্যৎ নির্ভর করছে তরুণ প্রজন্মের ওপর। তাদের জন্য কর্মসংস্থানের সুযোগ সৃষ্টি করাই এখন বড় চ্যালেঞ্জ। bbox=[724, 489, 935, 510]
headline: অবিলম্বে রাশেদ মাকসুদকে জেলে bbox=[16, 996, 226, 1023]
article-paragraph: আহতদের মধ্যে গুরুতর ৫ জনকে ফরিদপুর মেডিকেল কলেজ হাসপাতালে ভর্তি করা হয়েছে। বাকিদের স্থানীয় চিকিৎসা দেওয়া হয়েছে বলে জানিয়েছেন কর্তব্যরত চিকিৎসক। bbox=[16, 860, 227, 894]
byline: প্রথম পৃষ্ঠার পর bbox=[568, 1133, 619, 1144]
article-paragraph: তারা আরও বলেন, অর্থনৈতিক স্থিতিশীলতা ফিরিয়ে আনা এখন সবচেয়ে বড় চ্যালেঞ্জ। বিনিয়োগ বাড়াতে ব্যবসাবান্ধব পরিবেশ নিশ্চিত করতে হবে। bbox=[488, 410, 699, 444]
article-paragraph: ভোক্তা অধিকার সংরক্ষণ অধিদপ্তর জানিয়েছে, নিয়মিত অভিযান পরিচালনা করা হচ্ছে। অনিয়ম পাওয়া গেলে জরিমানাসহ আইনানুগ ব্যবস্থা নেওয়া হচ্ছে। bbox=[724, 963, 935, 997]
article-paragraph: শিক্ষার্থীরা বলছেন, দীর্ঘদিন ধরে তারা এ দাবি জানিয়ে আসছেন। কিন্তু কার্যকর কোনো পদক্ষেপ দেখা যাচ্ছে না। দাবি পূরণ না হওয়া পর্যন্ত আন্দোলন চলবে বলে ঘোষণা দিয়েছেন তারা। bbox=[960, 414, 1184, 448]
article-paragraph: পরিবহন খাতে শৃঙ্খলা ফেরাতে নতুন নীতিমালা প্রণয়নের কাজ চলছে। সড়ক দুর্ঘটনা কমাতে চালকদের প্রশিক্ষণের ওপর গুরুত্ব দেওয়া হচ্ছে। bbox=[724, 700, 935, 734]
article-paragraph: অর্থনীতিবিদরা বলছেন, বেতন বৃদ্ধির ক্ষেত্রে রাজস্ব আয়ের সক্ষমতা বিবেচনায় নিতে হবে। না হলে বাজেট ঘাটতি বেড়ে যাওয়ার আশঙ্কা রয়েছে। bbox=[960, 904, 1184, 938]
article-paragraph: তারা আরও বলেন, শিক্ষাব্যবস্থায় আমূল পরিবর্তন প্রয়োজন। কারিগরি ও বৃত্তিমূলক শিক্ষার ওপর জোর দেওয়ার পরামর্শ দেন তারা। bbox=[724, 516, 935, 550]
masthead-dateblock bbox=[16, 30, 170, 64]
article-paragraph: স্থানীয় প্রশাসন জানায়, কর্মসূচি ঘিরে পর্যাপ্ত নিরাপত্তা ব্যবস্থা নেওয়া হয়েছিল। আইনশৃঙ্খলা পরিস্থিতি স্বাভাবিক রয়েছে। bbox=[488, 343, 699, 365]
byline: প্রথম পৃষ্ঠার পর bbox=[568, 921, 619, 932]
article-paragraph: নিরাপত্তা বিশ্লেষকরা বলছেন, জনগণকে সচেতন থাকতে হবে। কোনো গুজবে কান না দিয়ে নির্ভরযোগ্য সূত্র থেকে তথ্য যাচাই করার পরামর্শ দিয়েছেন তারা। bbox=[16, 1437, 227, 1471]
article-paragraph: ব্যাপক জনসমাগমের মধ্য দিয়ে কর্মসূচি শেষ হয়। আয়োজকরা জানান, প্রত্যাশার চেয়ে বেশি মানুষ অংশ নিয়েছেন। bbox=[960, 81, 1184, 102]
article-paragraph: বিশ্লেষকরা বলছেন, রাজনৈতিক দলগুলোর মধ্যে সমঝোতা তৈরি হলে দ্রুতই একটি গ্রহণযোগ্য নির্বাচন আয়োজন সম্ভব হবে। এ জন্য সবাইকে ছাড় দেওয়ার মানসিকতা থাকতে হবে। bbox=[488, 371, 699, 405]
article-paragraph: পরিবেশবাদীরা বলছেন, নদী দখল ও দূষণ রোধে কার্যকর পদক্ষেপ নিতে হবে। অবৈধ স্থাপনা উচ্ছেদে অভিযান অব্যাহত রাখার দাবি জানান তারা। bbox=[724, 740, 935, 773]
article-paragraph: কর্মসূচিতে বিনিয়োগকারীদের বিভিন্ন সংগঠনের নেতারা অংশ নেন। তারা সমস্যা সমাধানে সুনির্দিষ্ট পরিকল্পনা প্রণয়নের আহ্বান জানান। bbox=[252, 642, 463, 676]
article-paragraph: আবহাওয়া অধিদপ্তর জানিয়েছে, আগামী কয়েক দিন তাপমাত্রা অপরিবর্তিত থাকতে পারে। উত্তরাঞ্চলে শীতের তীব্রতা কিছুটা কমেছে। bbox=[724, 371, 935, 405]
article-paragraph: সমাবেশে বক্তারা বলেন, ফ্যাসিবাদী শক্তি আবারও মাথাচাড়া দিয়ে উঠছে। তাদের রুখে দিতে হবে। এ সময় তারা বিভিন্ন স্লোগানে মুখরিত করেন এলাকা। বক্তারা আরও বলেন, দেশের মানুষ আর কোনো ধরনের বিশৃঙ্খলা চায় না। bbox=[16, 514, 227, 560]
byline: প্রথম পৃষ্ঠার পর bbox=[568, 1345, 619, 1356]
article-paragraph: জানা গেছে, সপ্তাহের দ্বিতীয় কার্যদিবসে সূচকের পতনে লেনদেন শেষ হয়েছে। এদিন লেনদেনের শুরুতে সূচক ঊর্ধ্বমুখী থাকলেও শেষ পর্যন্ত তা ধরে রাখা সম্ভব হয়নি। ডিএসইর প্রধান সূচক ডিএসইএক্স ১৯ পয়েন্ট কমে দাঁড়িয়েছে ৫ হাজার ১০৯ পয়েন্টে। bbox=[16, 191, 227, 237]
article-paragraph: এদিকে বিভিন্ন জেলা ও উপজেলা পর্যায়েও একই ধরনের কর্মসূচি পালিত হয়েছে বলে প্রতিনিধিরা জানিয়েছেন। কোথাও কোনো অপ্রীতিকর ঘটনা ঘটেনি। bbox=[724, 924, 935, 958]
article-paragraph: সম্প্রতি রাজধানীর বিভিন্ন এলাকায় রাতের আঁধারে লিফলেট বিতরণের অভিযোগ পাওয়া গেছে। এ ঘটনায় কয়েকজনকে আটক করা হয়েছে। তাদের জিজ্ঞাসাবাদ চলছে। bbox=[16, 1398, 227, 1432]
